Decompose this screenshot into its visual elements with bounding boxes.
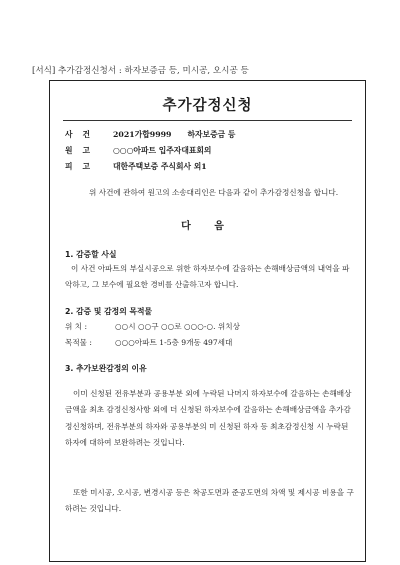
case-number: 2021가합9999 bbox=[113, 130, 172, 139]
section3-title: 3. 추가보완감정의 이유 bbox=[65, 364, 147, 373]
section2-title: 2. 감증 및 감정의 목적물 bbox=[65, 307, 153, 316]
title-divider bbox=[63, 120, 352, 121]
section3-body1: 이미 신청된 전유부분과 공용부분 외에 누락된 나머지 하자보수에 갈음하는 손해배상금액을 최초 감정신청사항 외에 더 신청된 하자보수에 갈음하는 손해배상금액을 추가감정신청하며, 전유부분의 하자와 공용부분의 미 신청된 하자 등 최초감정신청 시 누락된 하자에 대하여 보완하려는 것입니다. bbox=[65, 389, 352, 448]
section1-body: 이 사건 아파트의 부실시공으로 위한 하자보수에 갈음하는 손해배상금액의 내역을 파악하고, 그 보수에 필요한 경비를 산출하고자 합니다. bbox=[65, 264, 350, 290]
intro-paragraph: 위 사건에 관하여 원고의 소송대리인은 다음과 같이 추가감정신청을 합니다. bbox=[89, 188, 339, 197]
defendant-label: 피고 bbox=[65, 162, 101, 171]
section1-title: 1. 감증할 사실 bbox=[65, 250, 117, 259]
location-label: 위 치 : bbox=[65, 322, 88, 331]
form-caption: [서식] 추가감정신청서 : 하자보증금 등, 미시공, 오시공 등 bbox=[32, 66, 249, 76]
object-value: ○○○아파트 1-5층 9개동 497세대 bbox=[115, 338, 233, 347]
heading-daeum: 다 음 bbox=[181, 221, 234, 232]
object-label: 목적물 : bbox=[65, 338, 92, 347]
plaintiff-label: 원고 bbox=[65, 146, 101, 155]
defendant-value: 대한주택보증 주식회사 외1 bbox=[113, 162, 207, 171]
location-value: ○○시 ○○구 ○○로 ○○○-○. 위치상 bbox=[115, 322, 240, 331]
location-line bbox=[65, 321, 240, 332]
case-label: 사건 bbox=[65, 130, 101, 139]
document-title: 추가감정신청 bbox=[162, 98, 253, 114]
object-line bbox=[65, 337, 232, 348]
plaintiff-value: ○○○아파트 입주자대표회의 bbox=[113, 146, 212, 155]
case-row bbox=[65, 129, 235, 140]
plaintiff-row bbox=[65, 145, 211, 156]
document-box bbox=[49, 80, 366, 562]
defendant-row bbox=[65, 161, 207, 172]
section3-body2: 또한 미시공, 오시공, 변경시공 등은 착공도면과 준공도면의 차액 및 제시공 비용을 구하려는 것입니다. bbox=[65, 488, 354, 514]
case-name: 하자보증금 등 bbox=[187, 130, 236, 139]
